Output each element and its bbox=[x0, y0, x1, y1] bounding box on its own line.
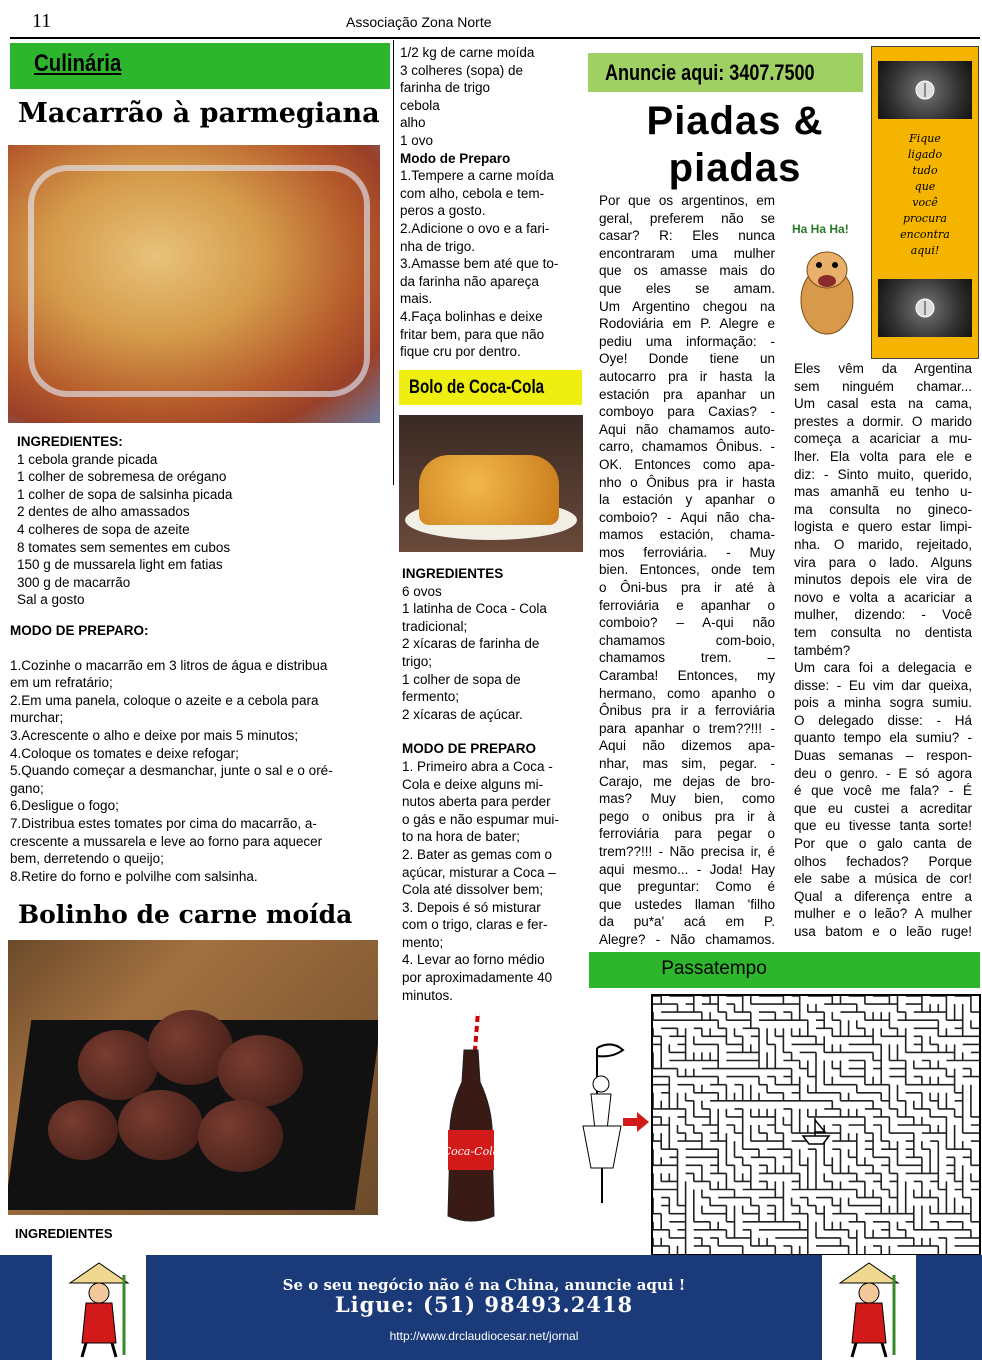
joke-line: que eles se amam. bbox=[599, 280, 775, 296]
ingredient-item: 8 tomates sem sementes em cubos bbox=[17, 539, 231, 555]
ingredients-heading: INGREDIENTES: bbox=[17, 434, 123, 449]
joke-line: geral, preferem não se bbox=[599, 210, 775, 226]
joke-line: que ustedes llaman 'filho bbox=[599, 896, 775, 912]
compass-image bbox=[878, 61, 972, 119]
ingredient-item: tradicional; bbox=[402, 618, 468, 634]
haha-text: Ha Ha Ha! bbox=[792, 222, 849, 236]
joke-line: casar? R: Eles nunca bbox=[599, 228, 775, 244]
method-line: 4.Coloque os tomates e deixe refogar; bbox=[10, 745, 239, 761]
ingredient-item: trigo; bbox=[402, 653, 433, 669]
joke-line: Alegre? - Não chamamos. bbox=[599, 931, 775, 947]
joke-line: comboio? - Aqui não cha- bbox=[599, 509, 775, 525]
method-line: 1.Tempere a carne moída bbox=[400, 168, 554, 184]
ingredient-item: cebola bbox=[400, 97, 440, 113]
ad-line: ligado bbox=[907, 148, 943, 161]
method-line: mais. bbox=[400, 291, 433, 307]
method-line: mento; bbox=[402, 934, 444, 950]
laughing-cartoon bbox=[788, 215, 866, 340]
joke-line: que eu custei a acreditar bbox=[794, 800, 972, 816]
ingredient-item: 1 colher de sobremesa de orégano bbox=[17, 469, 227, 485]
joke-line: aqui mesmo... - Joda! Hay bbox=[599, 861, 775, 877]
ingredient-item: 1 colher de sopa de salsinha picada bbox=[17, 486, 233, 502]
method-line: nha de trigo. bbox=[400, 238, 476, 254]
joke-line: nho o Ônibus pra ir hasta bbox=[599, 474, 775, 490]
method-line: com o trigo, claras e fer- bbox=[402, 917, 548, 933]
bolinho-ingredients-heading: INGREDIENTES bbox=[15, 1226, 113, 1241]
method-line: com alho, cebola e tem- bbox=[400, 185, 545, 201]
ad-line: Fique bbox=[909, 132, 941, 145]
ad-line: você bbox=[912, 196, 938, 209]
joke-line: também? bbox=[794, 642, 851, 658]
joke-line: mos ferroviária. - Muy bbox=[599, 544, 775, 560]
joke-line: estación pra apanhar un bbox=[599, 386, 775, 402]
joke-line: usa batom e o leão ruge! bbox=[794, 924, 972, 939]
method-line: 8.Retire do forno e polvilhe com salsinha. bbox=[10, 868, 258, 884]
joke-line: que eu tivesse tanta sorte! bbox=[794, 818, 972, 834]
method-line: 3.Amasse bem até que to- bbox=[400, 256, 559, 272]
ingredient-item: alho bbox=[400, 115, 426, 131]
joke-line: ma consulta no gineco- bbox=[794, 501, 972, 517]
column-divider bbox=[393, 40, 394, 485]
joke-line: autocarro pra ir hasta la bbox=[599, 368, 775, 384]
jokes-column-1 bbox=[599, 192, 775, 949]
ingredients-heading: INGREDIENTES bbox=[402, 566, 504, 581]
coca-cola-bottle-image bbox=[440, 1012, 502, 1226]
joke-line: nhar, mas sim, pegar. - bbox=[599, 756, 775, 771]
ingredient-item: 150 g de mussarela light em fatias bbox=[17, 557, 223, 573]
ingredient-item: 300 g de macarrão bbox=[17, 574, 131, 590]
method-heading: MODO DE PREPARO bbox=[402, 741, 537, 757]
joke-line: Por que os argentinos, em bbox=[599, 193, 775, 208]
ingredient-item: 4 colheres de sopa de azeite bbox=[17, 521, 190, 537]
ingredient-item: 2 xícaras de farinha de bbox=[402, 636, 540, 652]
method-line: 5.Quando começar a desmanchar, junte o sal e o oré- bbox=[10, 763, 333, 779]
joke-line: Duas semanas – respon- bbox=[794, 748, 972, 764]
footer-slogan: Se o seu negócio não é na China, anuncie aqui ! bbox=[282, 1276, 686, 1294]
jokes-title: Piadas & piadas bbox=[646, 99, 824, 190]
ingredient-item: Sal a gosto bbox=[17, 592, 85, 608]
joke-line: Eles vêm da Argentina bbox=[794, 361, 972, 376]
joke-line: pego o onibus pra ir à bbox=[599, 808, 775, 824]
compass-image bbox=[878, 279, 972, 337]
footer-url[interactable]: http://www.drclaudiocesar.net/jornal bbox=[389, 1329, 579, 1343]
ingredient-item: 2 dentes de alho amassados bbox=[17, 504, 190, 520]
ingredient-item: 1 cebola grande picada bbox=[17, 451, 158, 467]
method-line: 1. Primeiro abra a Coca - bbox=[402, 758, 553, 774]
joke-line: deu o genro. - E só agora bbox=[794, 765, 972, 781]
method-line: 1.Cozinhe o macarrão em 3 litros de água e distribua bbox=[10, 657, 328, 673]
joke-line: vira para o lado. Alguns bbox=[794, 554, 972, 570]
section-title: Culinária bbox=[34, 50, 122, 77]
jokes-column-2 bbox=[794, 360, 972, 941]
ingredient-item: 6 ovos bbox=[402, 583, 442, 599]
method-line: murchar; bbox=[10, 710, 64, 726]
joke-line: começa a acariciar a mu- bbox=[794, 431, 972, 447]
method-line: peros a gosto. bbox=[400, 203, 486, 219]
joke-line: Aqui não chamamos auto- bbox=[599, 421, 775, 437]
method-line: 3.Acrescente o alho e deixe por mais 5 minutos; bbox=[10, 727, 299, 743]
joke-line: que preguntar: Como é bbox=[599, 879, 775, 895]
joke-line: da pu*a' acá em P. bbox=[599, 914, 775, 930]
bottle-label: Coca-Cola bbox=[442, 1145, 500, 1158]
ingredient-item: 1 ovo bbox=[400, 132, 434, 148]
joke-line: mamos estación, chama- bbox=[599, 527, 775, 543]
method-line: por aproximadamente 40 bbox=[402, 970, 553, 986]
header-rule bbox=[10, 37, 980, 39]
ingredient-item: 3 colheres (sopa) de bbox=[400, 62, 524, 78]
joke-line: para apanhar o trem??!!! - bbox=[599, 720, 775, 736]
joke-line: ele sabe a música de cor! bbox=[794, 871, 972, 887]
joke-line: mulher e o leão? A mulher bbox=[794, 906, 972, 922]
joke-line: chamamos com-boio, bbox=[599, 632, 775, 648]
joke-line: que os amasse mais do bbox=[599, 263, 775, 279]
joke-line: Rodoviária em P. Alegre e bbox=[599, 316, 775, 332]
method-line: crescente a mussarela e leve ao forno para aquecer bbox=[10, 833, 323, 849]
joke-line: tem consulta no dentista bbox=[794, 624, 972, 640]
joke-line: mulher, dizendo: - Você bbox=[794, 607, 972, 623]
method-line: açúcar, misturar a Coca – bbox=[402, 864, 556, 880]
joke-line: nha. O marido, rejeitado, bbox=[794, 536, 972, 552]
method-heading: MODO DE PREPARO: bbox=[10, 623, 149, 638]
method-line: 4. Levar ao forno médio bbox=[402, 952, 545, 968]
joke-line: chamamos trem. – bbox=[599, 650, 775, 666]
joke-line: Um cara foi a delegacia e bbox=[794, 660, 972, 676]
footer-phone: Ligue: (51) 98493.2418 bbox=[334, 1292, 634, 1317]
joke-line: pois a minha sogra sumiu. bbox=[794, 695, 972, 711]
method-line: 3. Depois é só misturar bbox=[402, 899, 541, 915]
joke-line: quanto tempo ela sumiu? - bbox=[794, 730, 972, 746]
ingredient-item: 1 colher de sopa de bbox=[402, 671, 521, 687]
joke-line: comboyo para Caxias? - bbox=[599, 404, 775, 420]
chinese-cartoon-left bbox=[52, 1255, 146, 1360]
bolinho-photo bbox=[8, 940, 378, 1215]
bolo-photo bbox=[399, 415, 583, 552]
method-line: 2. Bater as gemas com o bbox=[402, 846, 553, 862]
method-line: 4.Faça bolinhas e deixe bbox=[400, 308, 543, 324]
method-line: da farinha não apareça bbox=[400, 273, 539, 289]
joke-line: O delegado disse: - Há bbox=[794, 712, 972, 728]
method-line: fritar bem, para que não bbox=[400, 326, 545, 342]
method-line: 2.Em uma panela, coloque o azeite e a cebola para bbox=[10, 692, 319, 708]
joke-line: Oye! Donde tiene un bbox=[599, 351, 775, 367]
joke-line: hermano, como apanho o bbox=[599, 685, 775, 701]
ad-line: aqui! bbox=[910, 244, 940, 257]
method-line: minutos. bbox=[402, 987, 454, 1003]
joke-line: olhos fechados? Porque bbox=[794, 853, 972, 869]
joke-line: novo e volta a acariciar a bbox=[794, 589, 972, 605]
puzzle-title: Passatempo bbox=[661, 958, 767, 979]
method-line: to na hora de bater; bbox=[402, 829, 520, 845]
maze-puzzle[interactable] bbox=[651, 994, 981, 1256]
joke-line: disse: - Eu vim dar queixa, bbox=[794, 677, 972, 693]
joke-line: diz: - Sinto muito, querido, bbox=[794, 466, 972, 482]
joke-line: la estación y apanhar o bbox=[599, 492, 775, 508]
method-line: Cola até dissolver bem; bbox=[402, 882, 544, 898]
joke-line: lher. Ela volta para ele e bbox=[794, 448, 972, 464]
sidebar-ad-text bbox=[882, 131, 968, 259]
joke-line: ferroviária e apanhar o bbox=[599, 597, 775, 613]
ingredient-item: 1/2 kg de carne moída bbox=[400, 45, 535, 60]
joke-line: Ônibus pra ir a ferroviária bbox=[599, 703, 775, 719]
ad-line: procura bbox=[903, 212, 947, 225]
joke-line: Caramba! Entonces, my bbox=[599, 668, 775, 684]
method-heading: Modo de Preparo bbox=[400, 150, 511, 166]
joke-line: minutos depois ele vira de bbox=[794, 572, 972, 588]
sidebar-ad bbox=[871, 46, 979, 359]
joke-line: mas? Muy bien, como bbox=[599, 791, 775, 807]
joke-line: Aqui não dizemos apa- bbox=[599, 738, 775, 754]
method-line: bem, derretendo o queijo; bbox=[10, 851, 164, 867]
method-line: o gás e não espumar mui- bbox=[402, 811, 559, 827]
recipe-title-bolo: Bolo de Coca-Cola bbox=[409, 377, 545, 398]
macarrao-method bbox=[10, 622, 380, 885]
ship-icon bbox=[803, 1118, 829, 1144]
method-line: fique cru por dentro. bbox=[400, 344, 521, 360]
macarrao-photo bbox=[8, 145, 380, 423]
method-line: 6.Desligue o fogo; bbox=[10, 798, 119, 814]
ingredient-item: 2 xícaras de açúcar. bbox=[402, 706, 523, 722]
ad-text: Anuncie aqui: 3407.7500 bbox=[605, 60, 815, 85]
joke-line: Qual a diferença entre a bbox=[794, 888, 972, 904]
joke-line: OK. Entonces como apa- bbox=[599, 456, 775, 472]
ad-line: encontra bbox=[900, 228, 950, 241]
joke-line: bien. Entonces, onde tem bbox=[599, 562, 775, 578]
joke-line: prestes a dormir. O marido bbox=[794, 413, 972, 429]
method-line: nutos aberta para perder bbox=[402, 794, 551, 810]
joke-line: mas amanhã eu tenho u- bbox=[794, 484, 972, 500]
method-line: em um refratário; bbox=[10, 675, 113, 691]
method-line: Cola e deixe alguns mi- bbox=[402, 776, 544, 792]
ingredient-item: fermento; bbox=[402, 689, 460, 705]
explorer-cartoon bbox=[557, 1038, 655, 1206]
joke-line: Um casal esta na cama, bbox=[794, 396, 972, 412]
ingredient-item: farinha de trigo bbox=[400, 80, 491, 96]
recipe-title-bolinho: Bolinho de carne moída bbox=[18, 900, 353, 929]
bolinho-recipe-continued bbox=[400, 44, 570, 361]
joke-line: Carajo, me dejas de bro- bbox=[599, 773, 775, 789]
recipe-title-macarrao: Macarrão à parmegiana bbox=[18, 98, 380, 129]
method-line: 7.Distribua estes tomates por cima do macarrão, a- bbox=[10, 815, 317, 831]
chinese-cartoon-right bbox=[822, 1255, 916, 1360]
page-number: 11 bbox=[32, 10, 52, 32]
joke-line: encontraram uma mulher bbox=[599, 245, 775, 261]
joke-line: Por que o galo canta de bbox=[794, 836, 972, 852]
joke-line: logista e quero estar limpi- bbox=[794, 519, 972, 535]
joke-line: comboio? – A-qui não bbox=[599, 615, 775, 631]
method-line: gano; bbox=[10, 780, 44, 796]
joke-line: o Ôni-bus pra ir até à bbox=[599, 580, 775, 596]
publication-name: Associação Zona Norte bbox=[346, 14, 492, 30]
joke-line: trem??!!! - Não precisa ir, é bbox=[599, 843, 775, 859]
macarrao-ingredients bbox=[17, 433, 377, 609]
ad-line: que bbox=[914, 180, 936, 193]
joke-line: pediu uma informação: - bbox=[599, 333, 775, 349]
method-line: 2.Adicione o ovo e a fari- bbox=[400, 220, 550, 236]
joke-line: Um Argentino chegou na bbox=[599, 298, 775, 314]
joke-line: é que você me fala? - É bbox=[794, 783, 972, 799]
joke-line: carro, chamamos Ônibus. - bbox=[599, 439, 775, 455]
bolo-recipe bbox=[402, 565, 572, 1004]
joke-line: ferroviária para pegar o bbox=[599, 826, 775, 842]
joke-line: sem ninguém chamar... bbox=[794, 378, 972, 394]
ad-line: tudo bbox=[912, 164, 938, 177]
ingredient-item: 1 latinha de Coca - Cola bbox=[402, 601, 547, 617]
